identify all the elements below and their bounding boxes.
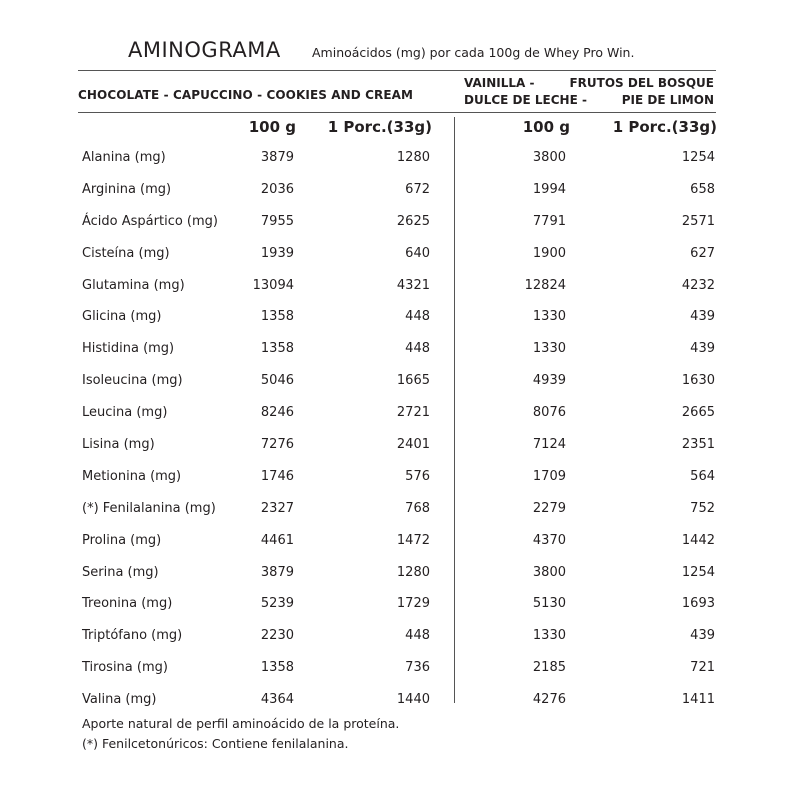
value-right-porc: 564	[690, 468, 715, 484]
value-left-100g: 4364	[260, 692, 294, 708]
col-header-left-porc: 1 Porc.(33g)	[327, 118, 432, 136]
value-left-100g: 1358	[260, 309, 294, 325]
value-left-porc: 1472	[396, 532, 430, 548]
value-right-100g: 7124	[532, 437, 566, 453]
value-right-100g: 1994	[532, 181, 566, 197]
value-left-porc: 1280	[396, 564, 430, 580]
amino-name: Leucina (mg)	[82, 405, 168, 421]
value-right-porc: 1630	[681, 373, 715, 389]
group-right-line1-a: VAINILLA -	[464, 76, 535, 90]
value-right-100g: 1709	[532, 468, 566, 484]
value-right-100g: 5130	[532, 596, 566, 612]
group-right-line1	[464, 76, 714, 90]
value-left-porc: 4321	[396, 277, 430, 293]
value-left-100g: 4461	[260, 532, 294, 548]
table-row	[78, 588, 716, 620]
value-right-100g: 2279	[532, 500, 566, 516]
value-left-100g: 13094	[252, 277, 294, 293]
value-left-100g: 5239	[260, 596, 294, 612]
group-right-line2-a: DULCE DE LECHE -	[464, 93, 587, 107]
value-left-porc: 768	[405, 500, 430, 516]
value-right-porc: 439	[690, 341, 715, 357]
amino-name: Treonina (mg)	[82, 596, 173, 612]
value-left-100g: 2230	[260, 628, 294, 644]
table-row	[78, 365, 716, 397]
group-right-line2	[464, 93, 714, 107]
amino-name: Prolina (mg)	[82, 532, 162, 548]
amino-name: Lisina (mg)	[82, 437, 155, 453]
value-left-porc: 1729	[396, 596, 430, 612]
value-left-100g: 2327	[260, 500, 294, 516]
value-right-100g: 4939	[532, 373, 566, 389]
value-left-porc: 2625	[396, 213, 430, 229]
table-row	[78, 493, 716, 525]
col-header-left-100g: 100 g	[248, 118, 296, 136]
group-right-line1-b: FRUTOS DEL BOSQUE	[569, 76, 714, 90]
value-left-100g: 8246	[260, 405, 294, 421]
amino-name: (*) Fenilalanina (mg)	[82, 500, 216, 516]
value-right-porc: 658	[690, 181, 715, 197]
page-subtitle: Aminoácidos (mg) por cada 100g de Whey Pro Win.	[312, 45, 635, 60]
amino-name: Histidina (mg)	[82, 341, 175, 357]
value-right-porc: 1693	[681, 596, 715, 612]
amino-name: Arginina (mg)	[82, 181, 172, 197]
value-left-porc: 448	[405, 628, 430, 644]
table-row	[78, 142, 716, 174]
value-right-100g: 3800	[532, 564, 566, 580]
amino-name: Valina (mg)	[82, 692, 157, 708]
value-left-100g: 2036	[260, 181, 294, 197]
value-right-porc: 1254	[681, 564, 715, 580]
amino-name: Cisteína (mg)	[82, 245, 170, 261]
value-left-porc: 1665	[396, 373, 430, 389]
table-row	[78, 461, 716, 493]
value-right-100g: 1330	[532, 628, 566, 644]
table-row	[78, 557, 716, 589]
table-row	[78, 684, 716, 716]
value-right-100g: 2185	[532, 660, 566, 676]
header-divider	[78, 112, 716, 113]
value-right-100g: 7791	[532, 213, 566, 229]
amino-name: Isoleucina (mg)	[82, 373, 183, 389]
value-left-porc: 576	[405, 468, 430, 484]
table-row	[78, 429, 716, 461]
table-row	[78, 525, 716, 557]
table-row	[78, 652, 716, 684]
table-row	[78, 333, 716, 365]
value-right-porc: 721	[690, 660, 715, 676]
value-right-porc: 2571	[681, 213, 715, 229]
value-left-porc: 1280	[396, 150, 430, 165]
group-left-label: CHOCOLATE - CAPUCCINO - COOKIES AND CREAM	[78, 88, 414, 102]
value-left-100g: 5046	[260, 373, 294, 389]
value-left-porc: 2721	[396, 405, 430, 421]
group-right-line2-b: PIE DE LIMON	[621, 93, 714, 107]
table-row	[78, 397, 716, 429]
value-right-porc: 4232	[681, 277, 715, 293]
value-right-100g: 8076	[532, 405, 566, 421]
value-left-100g: 1358	[260, 341, 294, 357]
value-right-100g: 3800	[532, 150, 566, 165]
value-right-100g: 1330	[532, 309, 566, 325]
table-row	[78, 206, 716, 238]
value-left-100g: 1939	[260, 245, 294, 261]
value-right-porc: 1442	[681, 532, 715, 548]
value-left-100g: 3879	[260, 564, 294, 580]
footnote-natural: Aporte natural de perfil aminoácido de la proteína.	[82, 716, 400, 731]
amino-name: Glicina (mg)	[82, 309, 162, 325]
value-left-porc: 640	[405, 245, 430, 261]
value-left-porc: 2401	[396, 437, 430, 453]
value-right-100g: 4370	[532, 532, 566, 548]
value-left-porc: 736	[405, 660, 430, 676]
table-row	[78, 270, 716, 302]
value-right-100g: 1900	[532, 245, 566, 261]
amino-name: Ácido Aspártico (mg)	[82, 213, 218, 229]
value-right-porc: 627	[690, 245, 715, 261]
col-header-right-100g: 100 g	[522, 118, 570, 136]
page-title: AMINOGRAMA	[128, 38, 281, 62]
col-header-right-porc: 1 Porc.(33g)	[612, 118, 717, 136]
amino-name: Metionina (mg)	[82, 468, 182, 484]
value-right-porc: 439	[690, 628, 715, 644]
amino-name: Triptófano (mg)	[82, 628, 183, 644]
table-row	[78, 301, 716, 333]
amino-name: Serina (mg)	[82, 564, 159, 580]
table-row	[78, 238, 716, 270]
value-left-porc: 672	[405, 181, 430, 197]
value-right-porc: 1411	[681, 692, 715, 708]
amino-name: Alanina (mg)	[82, 150, 166, 165]
value-right-porc: 1254	[681, 150, 715, 165]
value-left-100g: 7276	[260, 437, 294, 453]
value-right-100g: 1330	[532, 341, 566, 357]
amino-name: Tirosina (mg)	[82, 660, 168, 676]
value-left-100g: 1358	[260, 660, 294, 676]
table-row	[78, 620, 716, 652]
value-right-porc: 2351	[681, 437, 715, 453]
value-right-100g: 4276	[532, 692, 566, 708]
footnote-phenylketonuric: (*) Fenilcetonúricos: Contiene fenilalanina.	[82, 736, 349, 751]
value-right-porc: 2665	[681, 405, 715, 421]
value-right-100g: 12824	[524, 277, 566, 293]
value-left-100g: 7955	[260, 213, 294, 229]
value-left-100g: 3879	[260, 150, 294, 165]
amino-name: Glutamina (mg)	[82, 277, 185, 293]
value-left-porc: 1440	[396, 692, 430, 708]
table-row	[78, 174, 716, 206]
amino-table	[78, 142, 716, 716]
top-divider	[78, 70, 716, 71]
value-right-porc: 439	[690, 309, 715, 325]
value-left-100g: 1746	[260, 468, 294, 484]
value-left-porc: 448	[405, 341, 430, 357]
value-right-porc: 752	[690, 500, 715, 516]
value-left-porc: 448	[405, 309, 430, 325]
